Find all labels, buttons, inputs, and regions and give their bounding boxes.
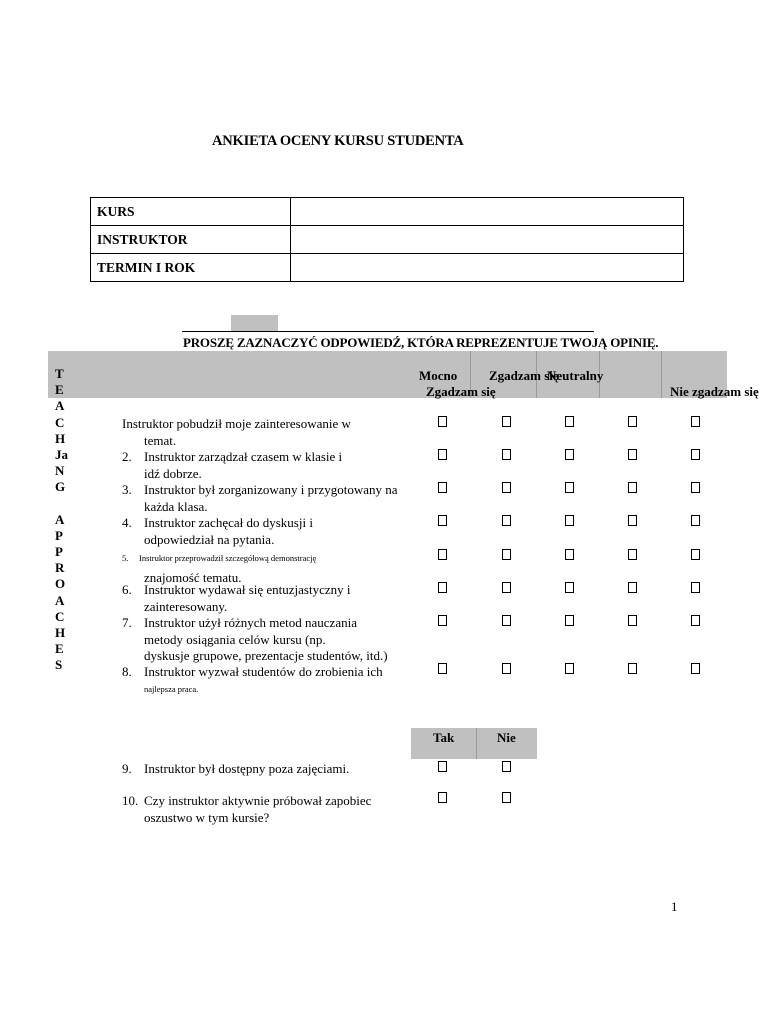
question-6 [122,582,442,615]
rating-header-band [48,351,727,398]
rating-checkbox-q2-opt2[interactable] [502,449,511,460]
question-3 [122,482,442,515]
rating-checkbox-q6-opt3[interactable] [565,582,574,593]
question-number: 9. [122,761,132,776]
header-strongly-agree-line1: Mocno [419,368,458,383]
rating-checkbox-q2-opt4[interactable] [628,449,637,460]
header-no: Nie [497,730,516,745]
course-field[interactable] [291,198,684,226]
rating-checkbox-q7-opt2[interactable] [502,615,511,626]
side-letter: O [55,576,66,592]
rating-checkbox-q2-opt3[interactable] [565,449,574,460]
rating-checkbox-q8-opt3[interactable] [565,663,574,674]
question-number: 10. [122,793,139,808]
page-number: 1 [671,899,678,914]
rating-checkbox-q7-opt3[interactable] [565,615,574,626]
course-info-table [90,197,684,282]
header-strongly-agree-line2: Zgadzam się [426,384,496,399]
rating-checkbox-q4-opt4[interactable] [628,515,637,526]
rating-checkbox-q7-opt5[interactable] [691,615,700,626]
question-text-cont: każda klasa. [144,498,208,514]
term-field[interactable] [291,254,684,282]
question-text-cont: dyskusje grupowe, prezentacje studentów, itd.) [144,648,388,663]
question-number: 3. [122,482,132,497]
side-letter: T [55,366,64,381]
rating-checkbox-q3-opt4[interactable] [628,482,637,493]
yes-checkbox-q9[interactable] [438,761,447,772]
rating-checkbox-q1-opt1[interactable] [438,416,447,427]
question-text-cont: zainteresowany. [144,598,228,614]
side-letter: H [55,430,66,446]
question-2 [122,449,442,482]
question-text: Instruktor użył różnych metod nauczania [144,615,357,630]
rating-checkbox-q4-opt2[interactable] [502,515,511,526]
question-number: 6. [122,582,132,597]
rating-checkbox-q5-opt5[interactable] [691,549,700,560]
info-label: KURS [91,198,291,226]
side-letter: A [55,592,65,608]
rating-checkbox-q1-opt4[interactable] [628,416,637,427]
side-letter: C [55,608,65,624]
side-letter: G [55,479,66,495]
rating-checkbox-q4-opt5[interactable] [691,515,700,526]
rating-checkbox-q8-opt1[interactable] [438,663,447,674]
question-8 [122,664,425,697]
question-number: 4. [122,515,132,530]
side-letter: A [55,398,65,414]
rating-checkbox-q2-opt1[interactable] [438,449,447,460]
rating-checkbox-q8-opt5[interactable] [691,663,700,674]
question-text-cont: temat. [144,432,177,448]
question-text-cont: metody osiągania celów kursu (np. [144,631,326,647]
header-disagree: Nie zgadzam się [670,384,759,399]
question-1 [122,416,442,449]
question-text-cont: odpowiedział na pytania. [144,531,275,547]
rating-checkbox-q5-opt2[interactable] [502,549,511,560]
rating-checkbox-q8-opt2[interactable] [502,663,511,674]
side-letter: P [55,527,63,543]
rating-checkbox-q3-opt5[interactable] [691,482,700,493]
question-text-cont: idź dobrze. [144,465,202,481]
rating-checkbox-q4-opt1[interactable] [438,515,447,526]
page-title: ANKIETA OCENY KURSU STUDENTA [212,133,464,149]
question-5 [122,549,442,586]
side-letter: N [55,463,65,479]
header-neutral: Neutralny [547,368,604,383]
question-number: 8. [122,664,132,679]
info-label: TERMIN I ROK [91,254,291,282]
question-text: Instruktor wydawał się entuzjastyczny i [144,582,351,597]
rating-checkbox-q5-opt4[interactable] [628,549,637,560]
info-row-course [91,198,684,226]
side-letter: A [55,511,65,527]
question-text: Instruktor zachęcał do dyskusji i [144,515,313,530]
rating-checkbox-q3-opt3[interactable] [565,482,574,493]
question-text-cont: najlepsza praca. [144,683,199,694]
side-letter [55,496,68,512]
rating-checkbox-q1-opt5[interactable] [691,416,700,427]
rating-checkbox-q1-opt3[interactable] [565,416,574,427]
question-text: Instruktor wyzwał studentów do zrobienia ich [144,664,383,679]
header-yes: Tak [433,730,455,745]
instructor-field[interactable] [291,226,684,254]
rating-checkbox-q1-opt2[interactable] [502,416,511,427]
rating-checkbox-q3-opt2[interactable] [502,482,511,493]
question-text: Instruktor był dostępny poza zajęciami. [144,761,350,776]
rating-checkbox-q3-opt1[interactable] [438,482,447,493]
rating-checkbox-q7-opt4[interactable] [628,615,637,626]
side-letter: C [55,414,65,430]
question-text: Instruktor pobudził moje zainteresowanie w [122,416,351,431]
rating-checkbox-q6-opt4[interactable] [628,582,637,593]
yes-checkbox-q10[interactable] [438,792,447,803]
yes-no-header [411,728,537,759]
rating-checkbox-q8-opt4[interactable] [628,663,637,674]
no-checkbox-q10[interactable] [502,792,511,803]
question-number: 2. [122,449,132,464]
question-text: Instruktor przeprowadził szczegółową demonstrację [139,553,317,563]
header-agree: Zgadzam się [489,368,559,383]
side-letter: S [55,657,63,673]
side-letter: E [55,382,64,398]
header-divider [476,728,477,759]
rating-checkbox-q6-opt1[interactable] [438,582,447,593]
question-text: Instruktor zarządzał czasem w klasie i [144,449,343,464]
question-10 [122,793,392,826]
rating-checkbox-q6-opt2[interactable] [502,582,511,593]
no-checkbox-q9[interactable] [502,761,511,772]
side-letter: Ja [55,446,68,462]
question-7 [122,615,392,665]
question-text: Czy instruktor aktywnie próbował zapobiec [144,793,372,808]
rating-checkbox-q4-opt3[interactable] [565,515,574,526]
question-4 [122,515,442,548]
question-text: Instruktor był zorganizowany i przygotowany na [144,482,398,497]
rating-checkbox-q2-opt5[interactable] [691,449,700,460]
side-letter: P [55,544,63,560]
side-letter: E [55,641,64,657]
rating-checkbox-q5-opt3[interactable] [565,549,574,560]
rating-checkbox-q5-opt1[interactable] [438,549,447,560]
question-text-cont: oszustwo w tym kursie? [144,809,270,825]
side-label-teaching-approaches [55,366,68,674]
info-label: INSTRUKTOR [91,226,291,254]
info-row-instructor [91,226,684,254]
question-9 [122,761,392,778]
instruction-text: PROSZĘ ZAZNACZYĆ ODPOWIEDŹ, KTÓRA REPREZENTUJE TWOJĄ OPINIĘ. [183,335,659,350]
rating-checkbox-q7-opt1[interactable] [438,615,447,626]
question-number: 5. [122,553,129,563]
instruction-rule [182,331,594,332]
side-letter: H [55,625,66,640]
side-letter: R [55,560,65,576]
question-text-cont: znajomość tematu. [144,569,242,585]
grey-tab-decoration [231,315,278,332]
header-divider [661,351,662,398]
rating-checkbox-q6-opt5[interactable] [691,582,700,593]
info-row-term [91,254,684,282]
question-number: 7. [122,615,132,630]
